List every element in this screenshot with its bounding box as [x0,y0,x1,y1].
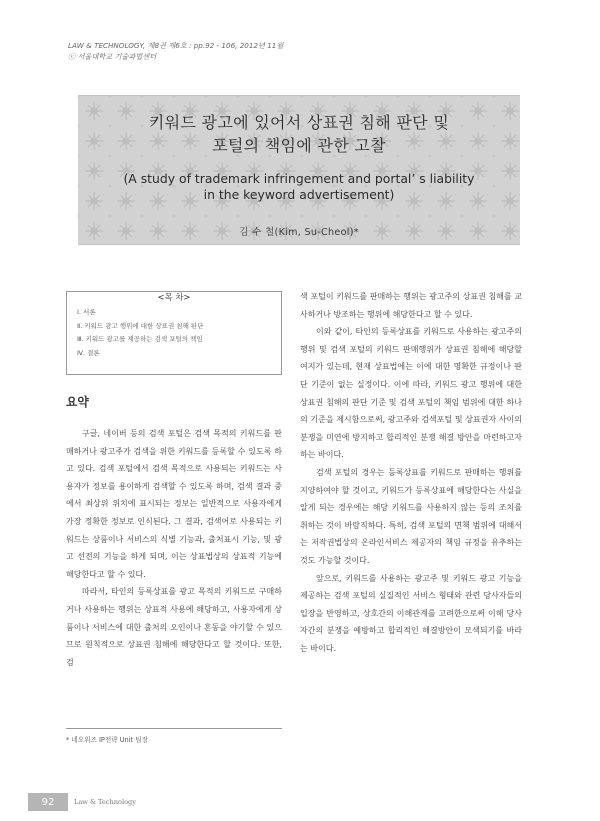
abstract-paragraph: 검색 포털의 경우는 등록상표를 키워드로 판매하는 행위를 지양하여야 할 것이고, 키워드가 등록상표에 해당한다는 사실을 알게 되는 경우에는 해당 키워드를 사용하지 않는 등의 조치를 취하는 것이 바람직하다. 특히, 검색 포털의 면책 범위에 대해서는 저작권법상의 온라인서비스 제공자의 책임 규정을 유추하는 것도 가능할 것이다. [300,467,522,565]
korean-title-line-2: 포털의 책임에 관한 고찰 [212,136,386,155]
abstract-paragraph: 색 포털이 키워드를 판매하는 행위는 광고주의 상표권 침해를 교사하거나 방조하는 행위에 해당한다고 할 수 있다. [300,292,522,319]
korean-title-line-1: 키워드 광고에 있어서 상표권 침해 판단 및 [148,113,450,132]
title-banner [78,95,520,245]
abstract-right-column [300,288,522,657]
footer-journal-name: Law & Technology [74,798,136,806]
journal-header [68,40,283,62]
english-title-line-2: in the keyword advertisement) [203,187,395,202]
toc-list [77,306,203,360]
table-of-contents [66,291,282,375]
toc-heading: <목 차> [153,292,196,302]
footnote-divider [66,728,282,729]
abstract-paragraph: 구글, 네이버 등의 검색 포털은 검색 목적의 키워드를 판매하거나 광고주가 검색을 위한 키워드를 등록할 수 있도록 하고 있다. 검색 포털에서 검색 목적으로 사용되는 키워드는 사용자가 정보를 용이하게 검색할 수 있도록 하며, 검색 결과 중에서 최상위 위치에 표시되는 정보는 일반적으로 사용자에게 가장 정확한 정보로 인식된다. 그 결과, 검색어로 사용되는 키워드는 상품이나 서비스의 식별 기능과, 출처표시 기능, 및 광고 선전의 기능을 하게 되며, 이는 상표법상의 상표적 기능에 해당한다고 할 수 있다. [66,429,282,579]
page-number: 92 [28,793,68,811]
english-title-line-1: (A study of trademark infringement and portal’ s liability [123,171,475,186]
abstract-paragraph: 이와 같이, 타인의 등록상표를 키워드로 사용하는 광고주의 행위 및 검색 포털의 키워드 판매행위가 상표권 침해에 해당할 여지가 있는데, 현재 상표법에는 이에 대한 명확한 규정이나 판단 기준이 없는 실정이다. 이에 따라, 키워드 광고 행위에 대한 상표권 침해의 판단 기준 및 검색 포털의 책임 범위에 대한 하나의 기준을 제시함으로써, 광고주와 검색포털 및 상표권자 사이의 분쟁을 미연에 방지하고 합리적인 분쟁 해결 방안을 마련하고자 하는 바이다. [300,327,522,460]
toc-item: Ⅲ. 키워드 광고를 제공하는 검색 포털의 책임 [77,335,203,343]
footnote: * 네오위즈 IP전략 Unit 팀장 [66,736,148,744]
english-title [78,171,520,203]
abstract-paragraph: 앞으로, 키워드를 사용하는 광고주 및 키워드 광고 기능을 제공하는 검색 포털의 실질적인 서비스 형태와 관련 당사자들의 입장을 반영하고, 상호간의 이해관계를 고려한으로써 이해 당사자간의 분쟁을 예방하고 합리적인 해결방안이 모색되기를 바라는 바이다. [300,573,522,653]
journal-citation: LAW & TECHNOLOGY, 제8권 제6호 : pp.92 - 106, 2012년 11월 [68,41,284,50]
abstract-paragraph: 따라서, 타인의 등록상표를 광고 목적의 키워드로 구매하거나 사용하는 행위는 상표적 사용에 해당하고, 사용자에게 상품이나 서비스에 대한 출처의 오인이나 혼동을 야기할 수 있으므로 원칙적으로 상표권 침해에 해당한다고 할 것이다. 또한, 검 [66,587,282,667]
page-footer [28,793,136,811]
author-name: 김 수 철(Kim, Su-Cheol)* [239,227,359,238]
publisher-line: ⓒ 서울대학교 기술과법센터 [68,52,157,61]
toc-item: Ⅱ. 키워드 광고 행위에 대한 상표권 침해 판단 [77,321,204,330]
abstract-heading: 요약 [66,395,89,409]
toc-item: Ⅰ. 서론 [77,308,96,316]
korean-title [78,96,520,157]
toc-item: Ⅳ. 결론 [77,348,100,357]
abstract-left-column [66,425,282,671]
